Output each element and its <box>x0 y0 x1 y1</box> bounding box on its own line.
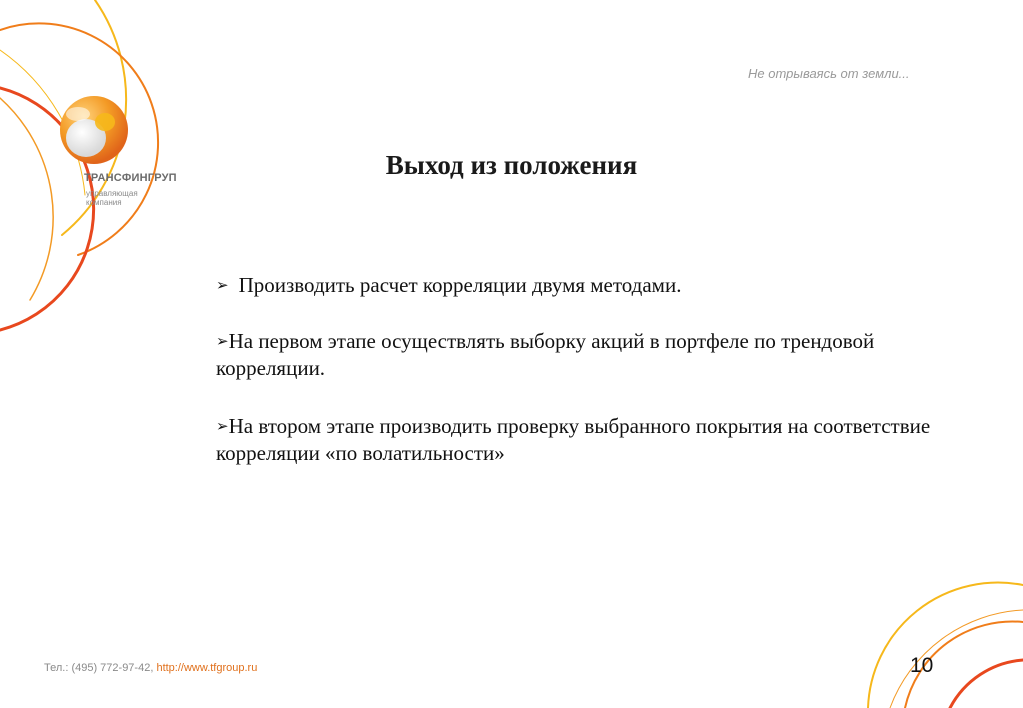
footer-phone: Тел.: (495) 772-97-42, <box>44 662 154 674</box>
logo-subtitle: управляющая компания <box>86 189 138 207</box>
bullet-arrow-icon: ➢ <box>216 417 229 435</box>
arc-top-left-orange-2 <box>0 98 53 300</box>
bullet-item <box>216 328 976 382</box>
bullet-text: Производить расчет корреляции двумя методами. <box>238 273 682 297</box>
arc-bottom-right-red <box>950 660 1023 708</box>
logo-name: ТРАНСФИНГРУП <box>84 172 177 184</box>
bullet-list <box>216 272 976 498</box>
slide-title: Выход из положения <box>385 150 638 180</box>
footer-website-link[interactable]: http://www.tfgroup.ru <box>156 662 258 674</box>
bullet-item <box>216 413 976 467</box>
bullet-arrow-icon: ➢ <box>216 332 229 350</box>
bullet-item <box>216 272 976 299</box>
header-tagline: Не отрываясь от земли... <box>748 66 910 81</box>
bullet-text: На втором этапе производить проверку выбранного покрытия на соответствие корреляции «по волатильности» <box>216 414 931 465</box>
footer-contacts <box>44 662 257 674</box>
page-number: 10 <box>910 654 934 677</box>
bullet-text: На первом этапе осуществлять выборку акций в портфеле по трендовой корреляции. <box>216 329 875 380</box>
bullet-arrow-icon: ➢ <box>216 276 229 294</box>
